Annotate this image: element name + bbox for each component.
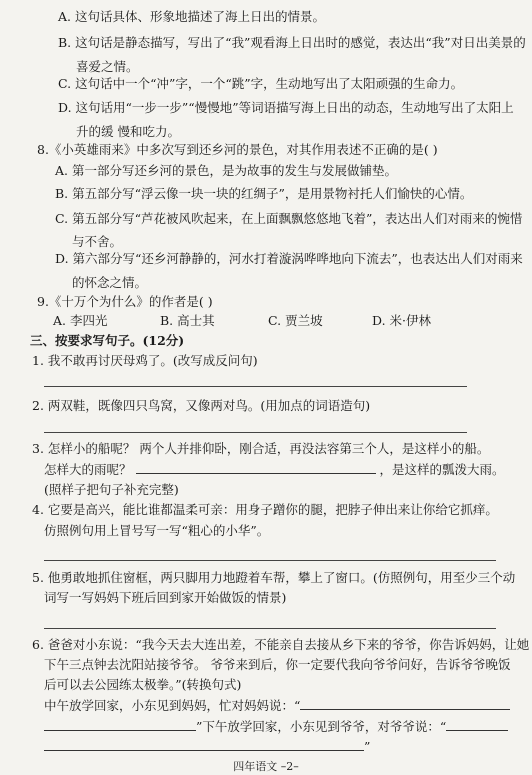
q9-option-a: A. 李四光 (53, 313, 108, 328)
q8-option-d: D. 第六部分写“还乡河静静的，河水打着漩涡哗哗地向下流去”，也表达出人们对雨来 (55, 251, 523, 266)
q9-option-b: B. 高士其 (160, 313, 215, 328)
option-a: A. 这句话具体、形象地描述了海上日出的情景。 (58, 9, 325, 24)
s3-question-5: 5. 他勇敢地抓住窗框，两只脚用力地蹬着车帮，攀上了窗口。(仿照例句，用至少三个动 (32, 570, 516, 585)
s3-question-3-note: (照样子把句子补充完整) (44, 482, 179, 497)
q8-option-a: A. 第一部分写还乡河的景色，是为故事的发生与发展做铺垫。 (55, 163, 397, 178)
q6-closing-quote: ” (364, 739, 371, 754)
s3-question-4-line2: 仿照例句用上冒号写一写“粗心的小华”。 (44, 523, 270, 538)
q3-suffix: ，是这样的瓢泼大雨。 (379, 462, 505, 477)
q9-option-d: D. 米·伊林 (372, 313, 431, 328)
s3-question-4: 4. 它要是高兴，能比谁都温柔可亲：用身子蹭你的腿，把脖子伸出来让你给它抓痒。 (32, 502, 498, 517)
s3-question-6: 6. 爸爸对小东说：“我今天去大连出差，不能亲自去接从乡下来的爷爷，你告诉妈妈，让她 (32, 637, 530, 652)
q6-answer-blank-2[interactable] (44, 718, 196, 731)
answer-line-1[interactable] (44, 386, 467, 387)
question-8-stem: 8.《小英雄雨来》中多次写到还乡河的景色，对其作用表述不正确的是( ) (37, 142, 438, 157)
s3-question-6-line2: 下午三点钟去沈阳站接爷爷。 爷爷来到后，你一定要代我向爷爷问好，告诉爷爷晚饭 (44, 657, 511, 672)
s3-question-3-line2 (44, 461, 505, 478)
answer-line-5[interactable] (44, 628, 496, 629)
q8-option-b: B. 第五部分写“浮云像一块一块的红绸子”，是用景物衬托人们愉快的心情。 (55, 186, 473, 201)
s3-question-6-line4 (44, 697, 510, 714)
s3-question-1: 1. 我不敢再讨厌母鸡了。(改写成反问句) (32, 353, 258, 368)
option-d: D. 这句话用“一步一步”“慢慢地”等词语描写海上日出的动态，生动地写出了太阳上 (58, 100, 514, 115)
page-footer: 四年语文 –2– (233, 760, 299, 773)
q6-grandpa-prompt: ”下午放学回家，小东见到爷爷，对爷爷说：“ (196, 719, 447, 734)
s3-question-6-line6 (44, 738, 370, 755)
q9-option-c: C. 贾兰坡 (268, 313, 323, 328)
q8-option-c-cont: 与不舍。 (72, 234, 123, 249)
q8-option-d-cont: 的怀念之情。 (72, 275, 148, 290)
q6-mom-prompt: 中午放学回家，小东见到妈妈，忙对妈妈说：“ (44, 698, 301, 713)
q6-answer-blank-3[interactable] (446, 718, 508, 731)
answer-line-4[interactable] (44, 560, 496, 561)
option-d-cont: 升的缓 慢和吃力。 (76, 124, 180, 139)
s3-question-2: 2. 两双鞋，既像四只鸟窝，又像两对鸟。(用加点的词语造句) (32, 398, 371, 413)
question-9-stem: 9.《十万个为什么》的作者是( ) (37, 294, 213, 309)
section-3-title: 三、按要求写句子。(12分) (30, 333, 185, 348)
q3-prompt: 怎样大的雨呢？ (44, 462, 132, 477)
q8-option-c: C. 第五部分写“芦花被风吹起来，在上面飘飘悠悠地飞着”，表达出人们对雨来的惋惜 (55, 211, 523, 226)
s3-question-5-line2: 词写一写妈妈下班后回到家开始做饭的情景) (44, 590, 287, 605)
s3-question-6-line5 (44, 718, 508, 735)
q6-answer-blank-4[interactable] (44, 738, 364, 751)
option-b-cont: 喜爱之情。 (76, 59, 139, 74)
option-c: C. 这句话中一个“冲”字，一个“跳”字，生动地写出了太阳顽强的生命力。 (58, 76, 464, 91)
option-b: B. 这句话是静态描写，写出了“我”观看海上日出时的感觉，表达出“我”对日出美景的 (58, 35, 526, 50)
q3-answer-blank[interactable] (136, 461, 376, 474)
q6-answer-blank-1[interactable] (300, 697, 510, 710)
answer-line-2[interactable] (44, 432, 467, 433)
s3-question-3: 3. 怎样小的船呢？ 两个人并排仰卧，刚合适，再没法容第三个人，是这样小的船。 (32, 441, 490, 456)
s3-question-6-line3: 后可以去公园练太极拳。”(转换句式) (44, 677, 242, 692)
